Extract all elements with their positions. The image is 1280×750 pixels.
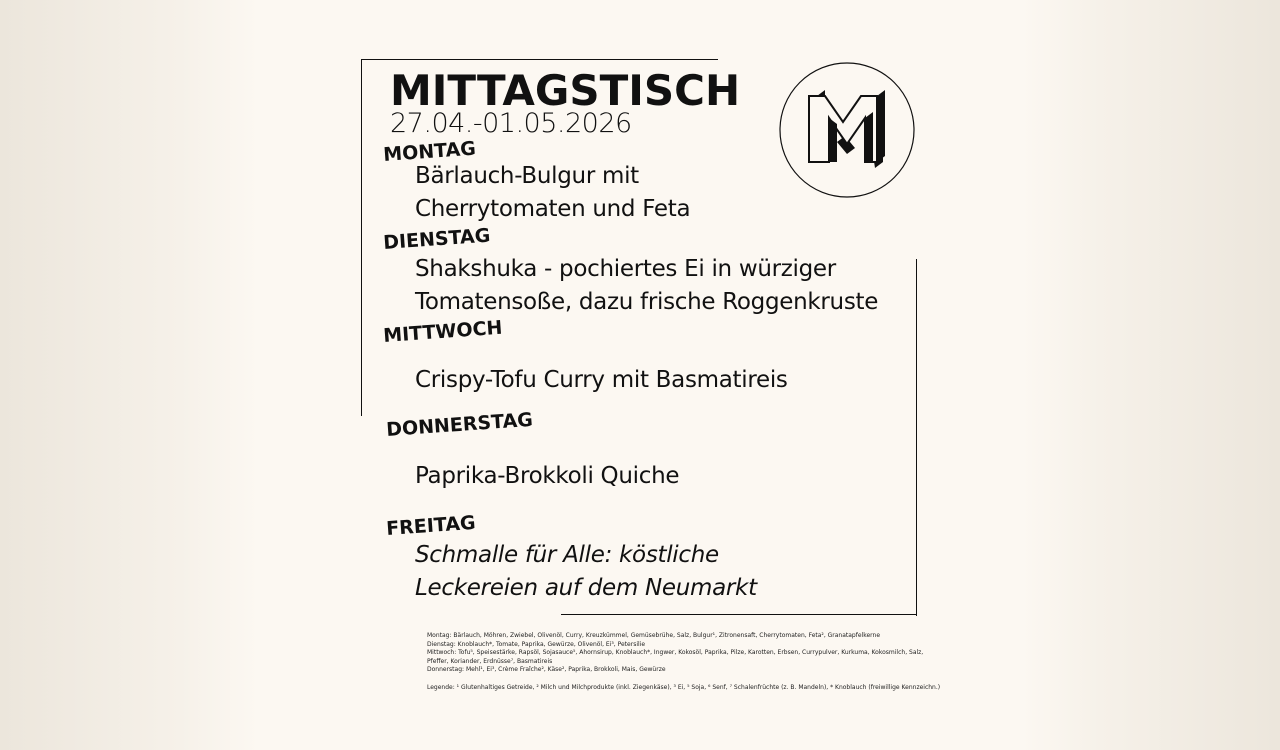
- frame-line-left: [361, 59, 362, 416]
- dish-montag: [415, 160, 690, 226]
- dish-freitag: [415, 539, 757, 605]
- dish-dienstag: [415, 253, 878, 319]
- ingredients-line: Dienstag: Knoblauch*, Tomate, Paprika, Gewürze, Olivenöl, Ei³, Petersilie: [427, 640, 646, 648]
- dish-line: Paprika-Brokkoli Quiche: [415, 463, 680, 489]
- frame-line-top: [362, 59, 718, 60]
- dish-line: Bärlauch-Bulgur mit: [415, 163, 639, 189]
- dish-donnerstag: [415, 460, 679, 493]
- frame-line-right: [916, 259, 917, 616]
- ingredients-notes: [427, 632, 927, 675]
- dish-line: Crispy-Tofu Curry mit Basmatireis: [415, 367, 788, 393]
- dish-line: Leckereien auf dem Neumarkt: [415, 575, 757, 601]
- ingredients-line: Mittwoch: Tofu⁵, Speisestärke, Rapsöl, Sojasauce⁵, Ahornsirup, Knoblauch*, Ingwer, Kokosöl, Paprika, Pilze, Karotten, Erbsen, Currypulver, Kurkuma, Kokosmilch, Salz, Pfeffer, Koriander, Erdnüsse⁷, Basmatireis: [427, 649, 924, 665]
- frame-line-bottom: [561, 614, 917, 615]
- ingredients-line: Donnerstag: Mehl¹, Ei³, Crème Fraîche², Käse², Paprika, Brokkoli, Mais, Gewürze: [427, 666, 666, 674]
- allergen-legend: Legende: ¹ Glutenhaltiges Getreide, ² Milch und Milchprodukte (inkl. Ziegenkäse), ³ Ei, ⁵ Soja, ⁶ Senf, ⁷ Schalenfrüchte (z. B. Mandeln), * Knoblauch (freiwillige Kennzeichn.): [427, 684, 941, 691]
- page-title: MITTAGSTISCH: [390, 66, 741, 115]
- day-label-donnerstag: DONNERSTAG: [385, 408, 534, 441]
- day-label-dienstag: DIENSTAG: [382, 224, 492, 254]
- day-label-montag: MONTAG: [382, 137, 477, 166]
- dish-line: Shakshuka - pochiertes Ei in würziger: [415, 256, 836, 282]
- day-label-mittwoch: MITTWOCH: [382, 316, 504, 347]
- day-label-freitag: FREITAG: [385, 511, 477, 540]
- dish-line: Tomatensoße, dazu frische Roggenkruste: [415, 289, 879, 315]
- m-logo-icon: [779, 62, 915, 198]
- dish-line: Cherrytomaten und Feta: [415, 196, 691, 222]
- dish-mittwoch: [415, 364, 788, 397]
- ingredients-line: Montag: Bärlauch, Möhren, Zwiebel, Olivenöl, Curry, Kreuzkümmel, Gemüsebrühe, Salz, Bulgur¹, Zitronensaft, Cherrytomaten, Feta², Granatapfelkerne: [427, 632, 881, 639]
- dish-line: Schmalle für Alle: köstliche: [415, 542, 719, 568]
- week-dates: 27.04.-01.05.2026: [390, 108, 632, 139]
